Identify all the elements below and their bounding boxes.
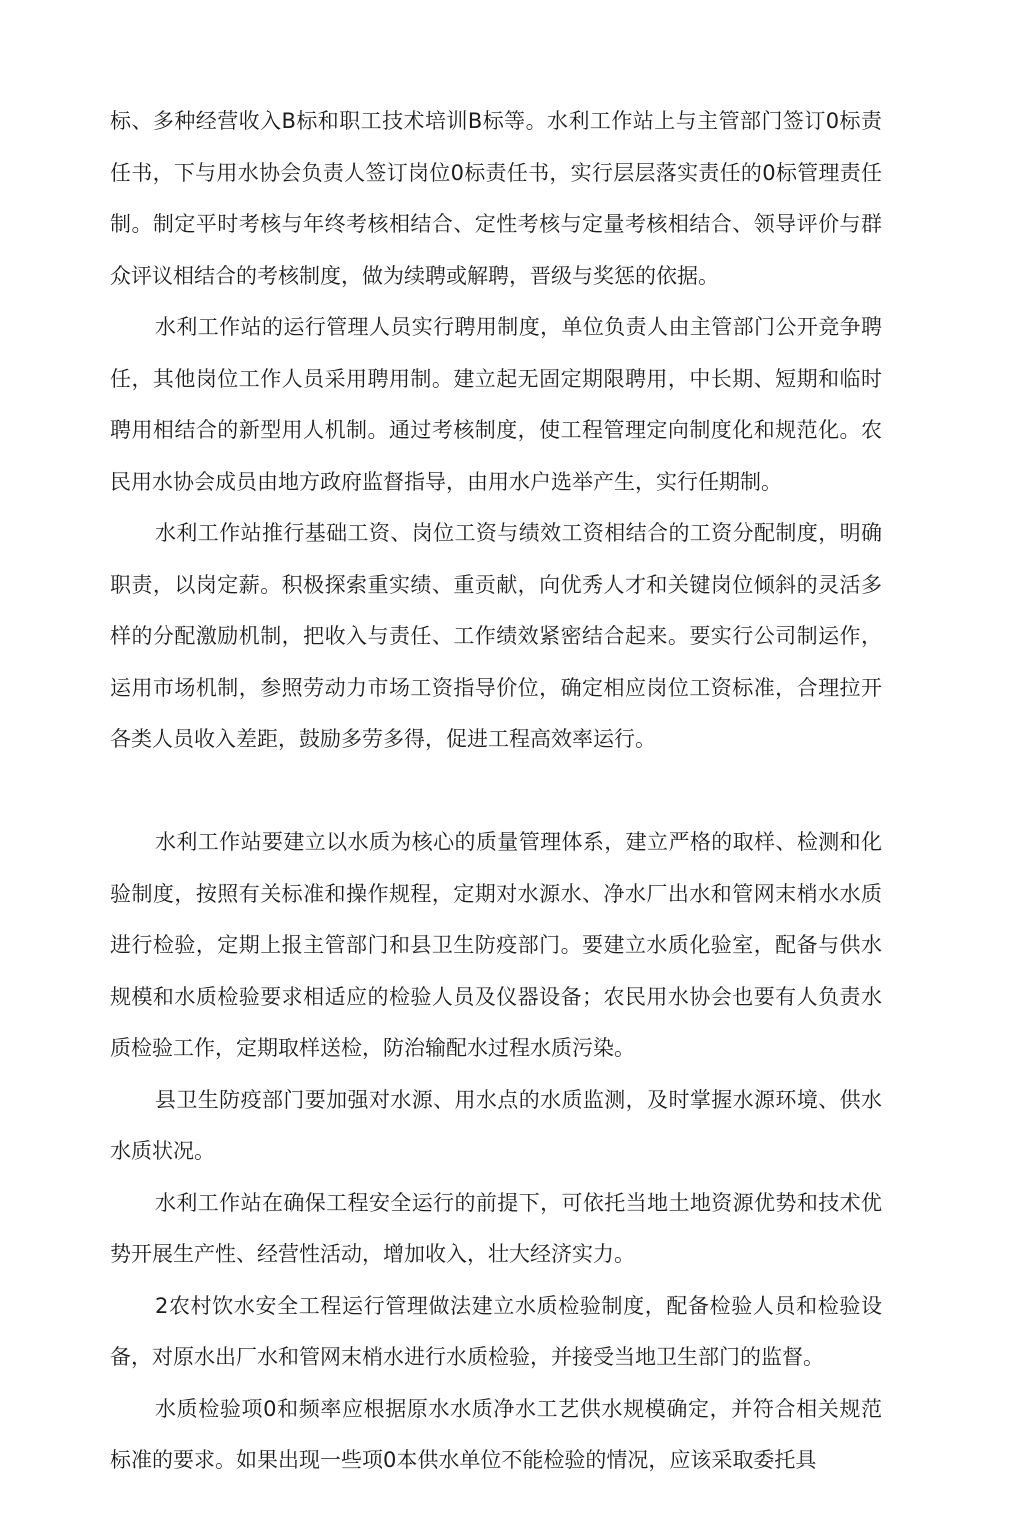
paragraph-1: 标、多种经营收入B标和职工技术培训B标等。水利工作站上与主管部门签订0标责任书，下与用水协会负责人签订岗位0标责任书，实行层层落实责任的0标管理责任制。制定平时考核与年终考核相结合、定性考核与定量考核相结合、领导评价与群众评议相结合的考核制度，做为续聘或解聘，晋级与奖惩的依据。 (110, 109, 882, 288)
document-body (110, 96, 882, 1487)
paragraph-8: 水质检验项0和频率应根据原水水质净水工艺供水规模确定，并符合相关规范标准的要求。如果出现一些项0本供水单位不能检验的情况，应该采取委托具 (110, 1396, 882, 1472)
paragraph-3: 水利工作站推行基础工资、岗位工资与绩效工资相结合的工资分配制度，明确职责，以岗定薪。积极探索重实绩、重贡献，向优秀人才和关键岗位倾斜的灵活多样的分配激励机制，把收入与责任、工作绩效紧密结合起来。要实行公司制运作，运用市场机制，参照劳动力市场工资指导价位，确定相应岗位工资标准，合理拉开各类人员收入差距，鼓励多劳多得，促进工程高效率运行。 (110, 521, 882, 751)
paragraph-4: 水利工作站要建立以水质为核心的质量管理体系，建立严格的取样、检测和化验制度，按照有关标准和操作规程，定期对水源水、净水厂出水和管网末梢水水质进行检验，定期上报主管部门和县卫生防疫部门。要建立水质化验室，配备与供水规模和水质检验要求相适应的检验人员及仪器设备；农民用水协会也要有人负责水质检验工作，定期取样送检，防治输配水过程水质污染。 (110, 830, 882, 1060)
paragraph-5: 县卫生防疫部门要加强对水源、用水点的水质监测，及时掌握水源环境、供水水质状况。 (110, 1087, 882, 1163)
paragraph-7: 2农村饮水安全工程运行管理做法建立水质检验制度，配备检验人员和检验设备，对原水出厂水和管网末梢水进行水质检验，并接受当地卫生部门的监督。 (110, 1293, 882, 1369)
paragraph-2: 水利工作站的运行管理人员实行聘用制度，单位负责人由主管部门公开竞争聘任，其他岗位工作人员采用聘用制。建立起无固定期限聘用，中长期、短期和临时聘用相结合的新型用人机制。通过考核制度，使工程管理定向制度化和规范化。农民用水协会成员由地方政府监督指导，由用水户选举产生，实行任期制。 (110, 315, 882, 494)
section-gap (110, 766, 882, 818)
paragraph-6: 水利工作站在确保工程安全运行的前提下，可依托当地土地资源优势和技术优势开展生产性、经营性活动，增加收入，壮大经济实力。 (110, 1190, 882, 1266)
